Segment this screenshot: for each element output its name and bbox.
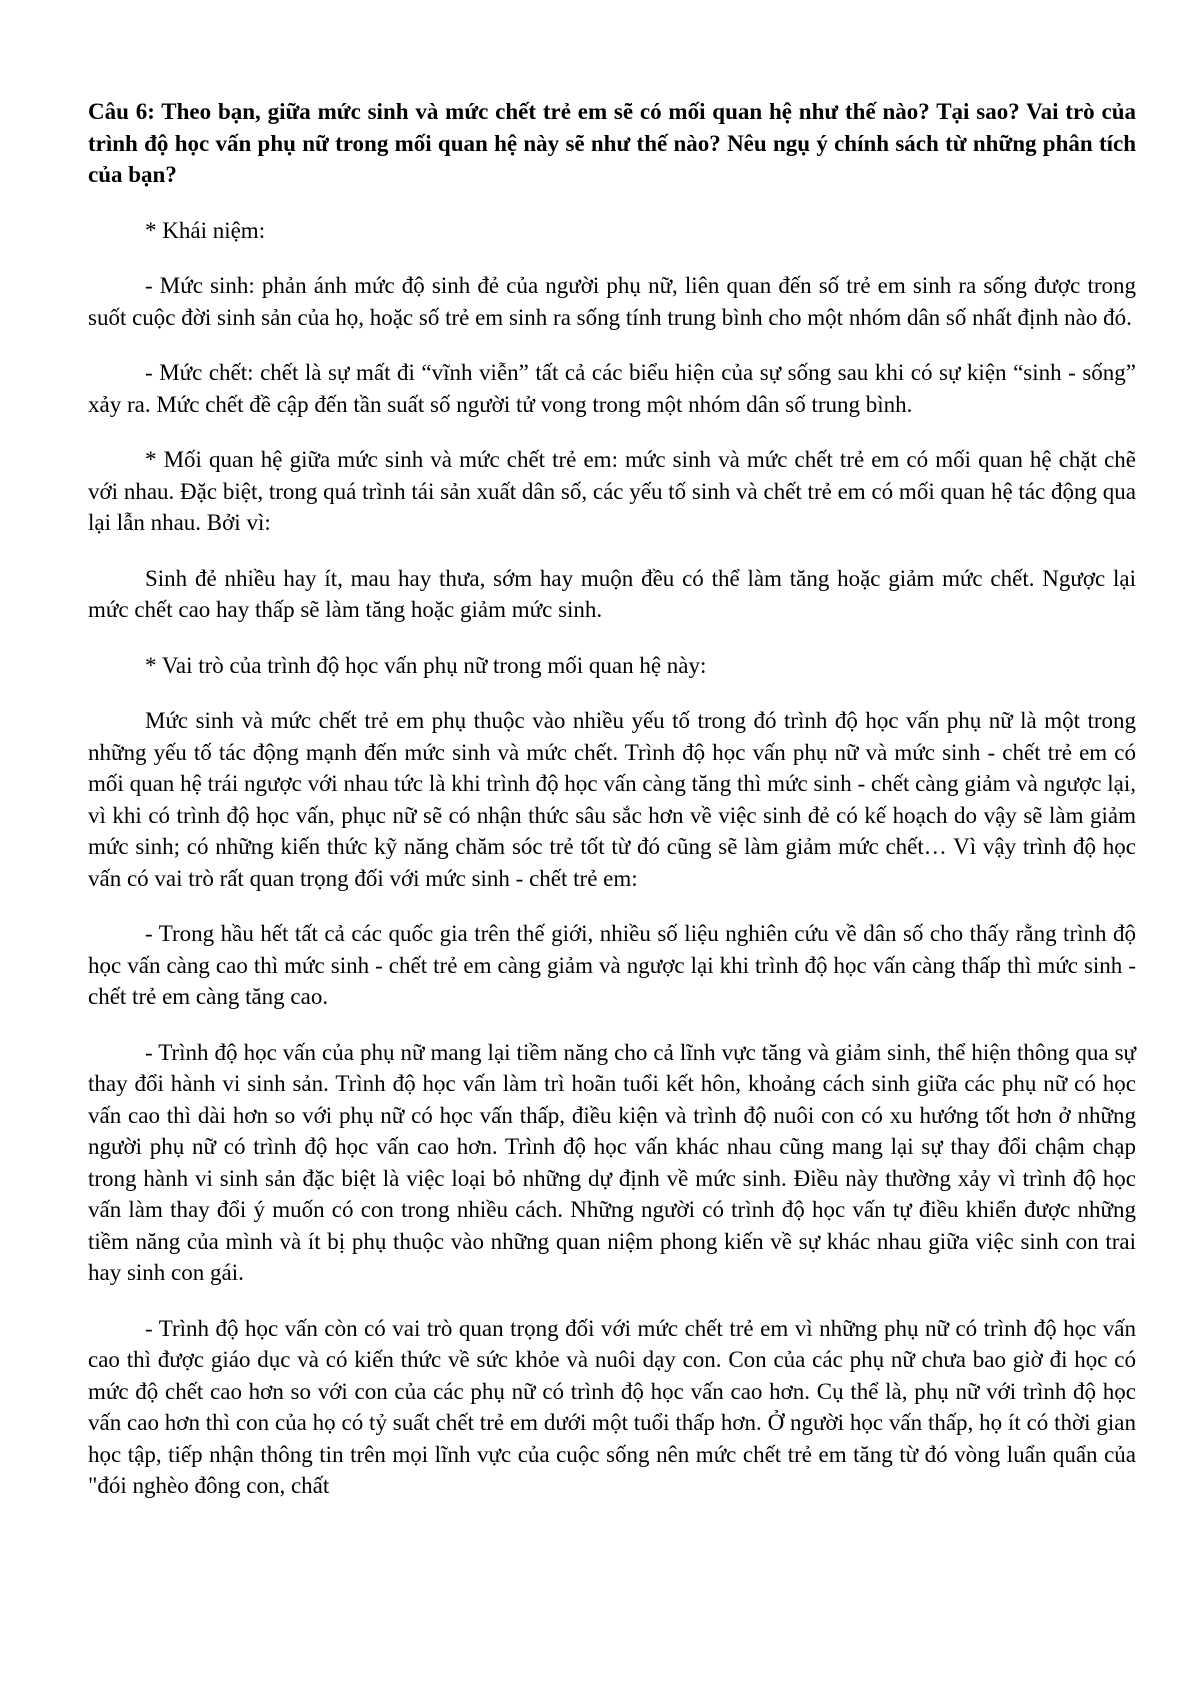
document-page (88, 96, 1136, 1526)
section-concepts-heading: * Khái niệm: (145, 217, 266, 243)
section-education-role-heading: * Vai trò của trình độ học vấn phụ nữ trong mối quan hệ này: (145, 652, 707, 678)
paragraph-education-role: Mức sinh và mức chết trẻ em phụ thuộc vào nhiều yếu tố trong đó trình độ học vấn phụ nữ là một trong những yếu tố tác động mạnh đến mức sinh và mức chết. Trình độ học vấn phụ nữ và mức sinh - chết trẻ em có mối quan hệ trái ngược với nhau tức là khi trình độ học vấn càng tăng thì mức sinh - chết càng giảm và ngược lại, vì khi có trình độ học vấn, phục nữ sẽ có nhận thức sâu sắc hơn về việc sinh đẻ có kế hoạch do vậy sẽ làm giảm mức sinh; có những kiến thức kỹ năng chăm sóc trẻ tốt từ đó cũng sẽ làm giảm mức chết… Vì vậy trình độ học vấn có vai trò rất quan trọng đối với mức sinh - chết trẻ em: (88, 708, 1136, 891)
paragraph-education-fertility: - Trình độ học vấn của phụ nữ mang lại tiềm năng cho cả lĩnh vực tăng và giảm sinh, thể hiện thông qua sự thay đổi hành vi sinh sản. Trình độ học vấn làm trì hoãn tuổi kết hôn, khoảng cách sinh giữa các phụ nữ có học vấn cao thì dài hơn so với phụ nữ có học vấn thấp, điều kiện và trình độ nuôi con có xu hướng tốt hơn ở những người phụ nữ có trình độ học vấn cao hơn. Trình độ học vấn khác nhau cũng mang lại sự thay đổi chậm chạp trong hành vi sinh sản đặc biệt là việc loại bỏ những dự định về mức sinh. Điều này thường xảy vì trình độ học vấn làm thay đổi ý muốn có con trong nhiều cách. Những người có trình độ học vấn tự điều khiển được những tiềm năng của mình và ít bị phụ thuộc vào những quan niệm phong kiến về sự khác nhau giữa việc sinh con trai hay sinh con gái. (88, 1039, 1136, 1285)
question-heading: Câu 6: Theo bạn, giữa mức sinh và mức chết trẻ em sẽ có mối quan hệ như thế nào? Tại sao? Vai trò của trình độ học vấn phụ nữ trong mối quan hệ này sẽ như thế nào? Nêu ngụ ý chính sách từ những phân tích của bạn? (88, 99, 1136, 187)
paragraph-relationship: * Mối quan hệ giữa mức sinh và mức chết trẻ em: mức sinh và mức chết trẻ em có mối quan hệ chặt chẽ với nhau. Đặc biệt, trong quá trình tái sản xuất dân số, các yếu tố sinh và chết trẻ em có mối quan hệ tác động qua lại lẫn nhau. Bởi vì: (88, 447, 1136, 535)
paragraph-mortality-definition: - Mức chết: chết là sự mất đi “vĩnh viễn” tất cả các biểu hiện của sự sống sau khi có sự kiện “sinh - sống” xảy ra. Mức chết đề cập đến tần suất số người tử vong trong một nhóm dân số trung bình. (88, 360, 1136, 417)
paragraph-education-mortality: - Trình độ học vấn còn có vai trò quan trọng đối với mức chết trẻ em vì những phụ nữ có trình độ học vấn cao thì được giáo dục và có kiến thức về sức khỏe và nuôi dạy con. Con của các phụ nữ chưa bao giờ đi học có mức độ chết cao hơn so với con của các phụ nữ có trình độ học vấn cao hơn. Cụ thể là, phụ nữ với trình độ học vấn cao hơn thì con của họ có tỷ suất chết trẻ em dưới một tuổi thấp hơn. Ở người học vấn thấp, họ ít có thời gian học tập, tiếp nhận thông tin trên mọi lĩnh vực của cuộc sống nên mức chết trẻ em tăng từ đó vòng luẩn quẩn của "đói nghèo đông con, chất (88, 1315, 1136, 1498)
paragraph-relationship-reason: Sinh đẻ nhiều hay ít, mau hay thưa, sớm hay muộn đều có thể làm tăng hoặc giảm mức chết. Ngược lại mức chết cao hay thấp sẽ làm tăng hoặc giảm mức sinh. (88, 565, 1136, 622)
paragraph-fertility-definition: - Mức sinh: phản ánh mức độ sinh đẻ của người phụ nữ, liên quan đến số trẻ em sinh ra sống được trong suốt cuộc đời sinh sản của họ, hoặc số trẻ em sinh ra sống tính trung bình cho một nhóm dân số nhất định nào đó. (88, 273, 1136, 330)
paragraph-global-evidence: - Trong hầu hết tất cả các quốc gia trên thế giới, nhiều số liệu nghiên cứu về dân số cho thấy rằng trình độ học vấn càng cao thì mức sinh - chết trẻ em càng giảm và ngược lại khi trình độ học vấn càng thấp thì mức sinh - chết trẻ em càng tăng cao. (88, 921, 1136, 1009)
